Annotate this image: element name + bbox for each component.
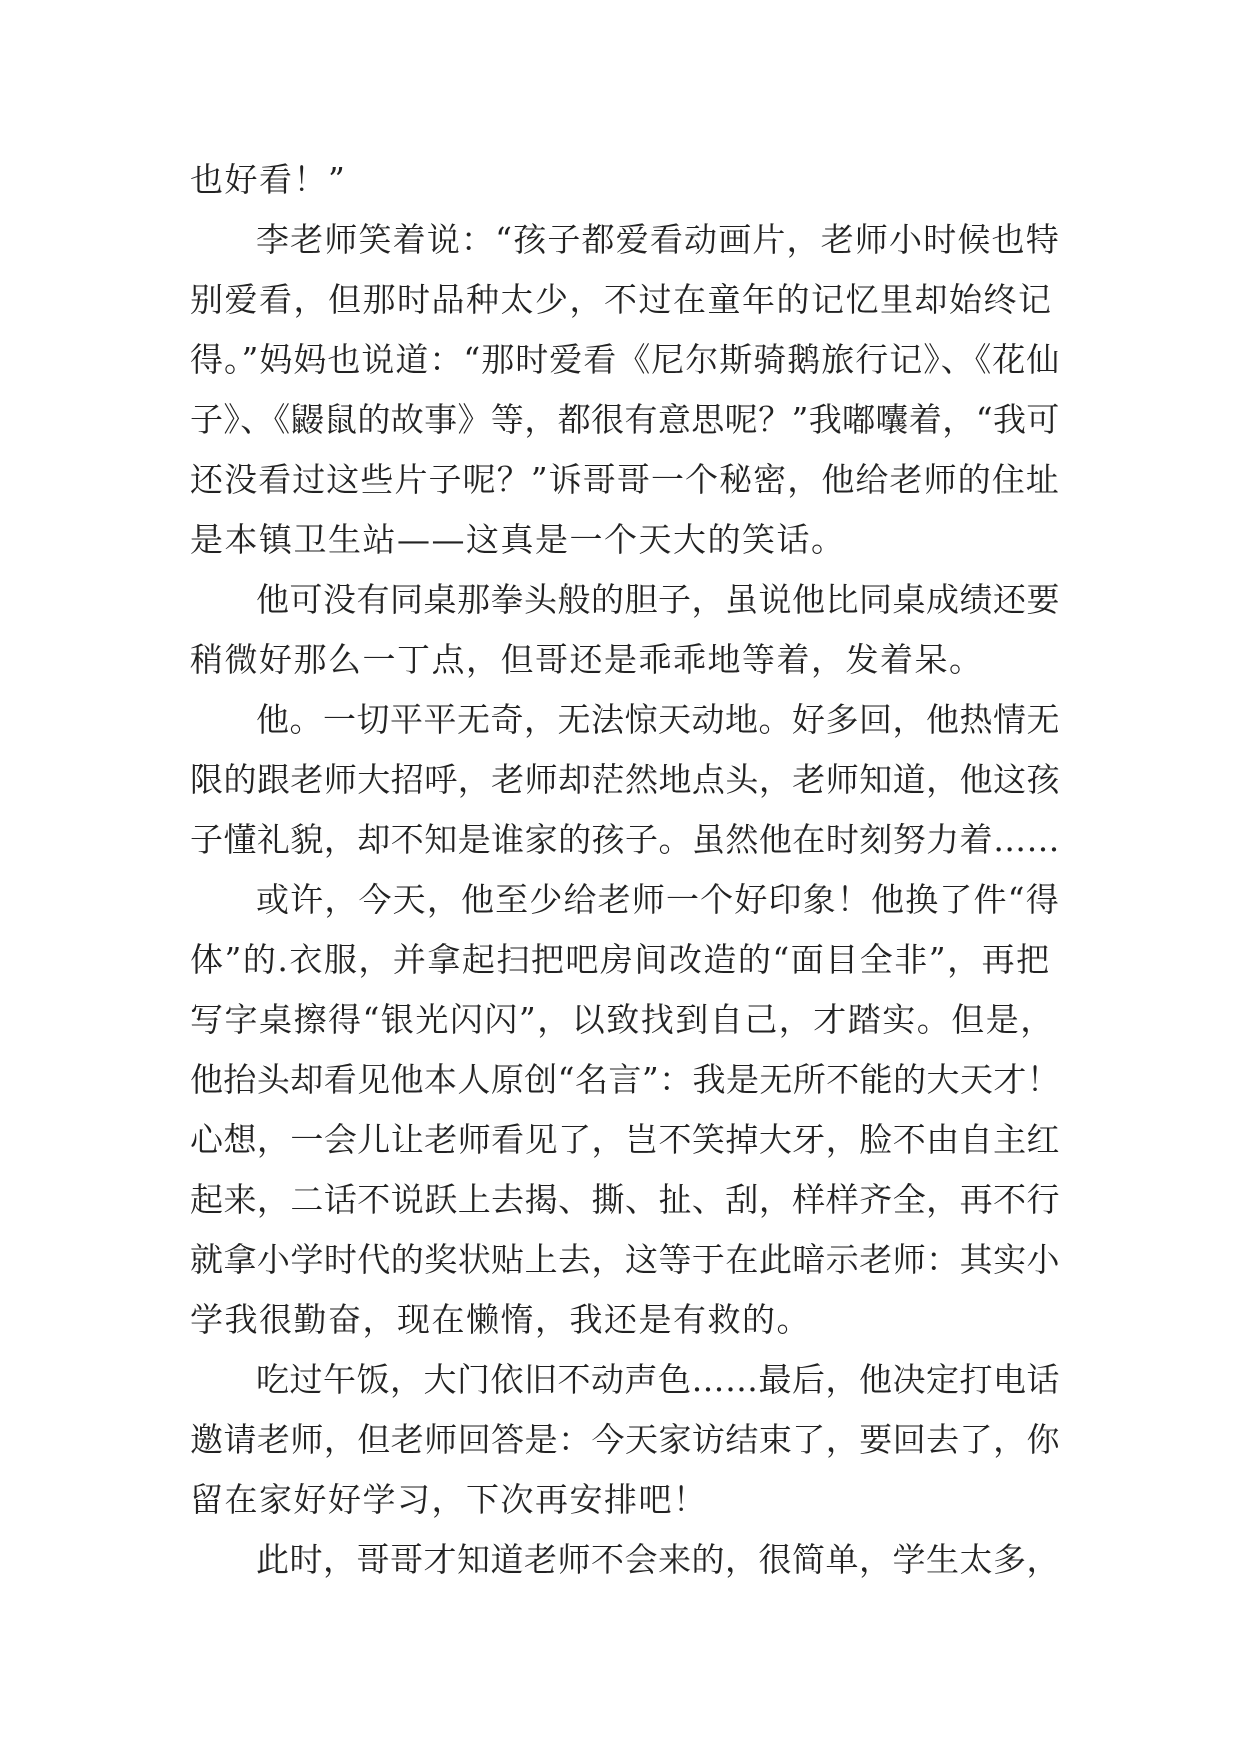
body-text — [190, 150, 1060, 1590]
text-line: 也好看！” — [190, 160, 347, 199]
text-line: 子懂礼貌，却不知是谁家的孩子。虽然他在时刻努力着…… — [190, 820, 1060, 859]
text-line: 学我很勤奋，现在懒惰，我还是有救的。 — [190, 1300, 811, 1339]
text-line: 邀请老师，但老师回答是：今天家访结束了，要回去了，你 — [190, 1420, 1060, 1459]
text-line: 起来，二话不说跃上去揭、撕、扯、刮，样样齐全，再不行 — [190, 1180, 1060, 1219]
text-line: 他抬头却看见他本人原创“名言”：我是无所不能的大天才！ — [190, 1060, 1061, 1099]
text-line: 是本镇卫生站——这真是一个天大的笑话。 — [190, 520, 846, 559]
text-line: 李老师笑着说：“孩子都爱看动画片，老师小时候也特 — [256, 220, 1060, 259]
text-line: 他可没有同桌那拳头般的胆子，虽说他比同桌成绩还要 — [256, 580, 1060, 619]
text-line: 体”的.衣服，并拿起扫把吧房间改造的“面目全非”，再把 — [190, 940, 1051, 979]
text-line: 限的跟老师大招呼，老师却茫然地点头，老师知道，他这孩 — [190, 760, 1060, 799]
text-line: 心想，一会儿让老师看见了，岂不笑掉大牙，脸不由自主红 — [190, 1120, 1060, 1159]
text-line: 稍微好那么一丁点，但哥还是乖乖地等着，发着呆。 — [190, 640, 984, 679]
text-line: 子》、《鼹鼠的故事》等，都很有意思呢？”我嘟囔着，“我可 — [190, 400, 1060, 439]
text-line: 此时，哥哥才知道老师不会来的，很简单，学生太多， — [256, 1540, 1060, 1579]
text-line: 还没看过这些片子呢？”诉哥哥一个秘密，他给老师的住址 — [190, 460, 1060, 499]
text-line: 吃过午饭，大门依旧不动声色……最后，他决定打电话 — [256, 1360, 1060, 1399]
text-line: 留在家好好学习，下次再安排吧！ — [190, 1480, 708, 1519]
text-line: 他。一切平平无奇，无法惊天动地。好多回，他热情无 — [256, 700, 1060, 739]
text-line: 得。”妈妈也说道：“那时爱看《尼尔斯骑鹅旅行记》、《花仙 — [190, 340, 1061, 379]
text-line: 写字桌擦得“银光闪闪”，以致找到自己，才踏实。但是， — [190, 1000, 1055, 1039]
text-line: 或许，今天，他至少给老师一个好印象！他换了件“得 — [256, 880, 1060, 919]
text-line: 就拿小学时代的奖状贴上去，这等于在此暗示老师：其实小 — [190, 1240, 1060, 1279]
text-line: 别爱看，但那时品种太少，不过在童年的记忆里却始终记 — [190, 280, 1053, 319]
